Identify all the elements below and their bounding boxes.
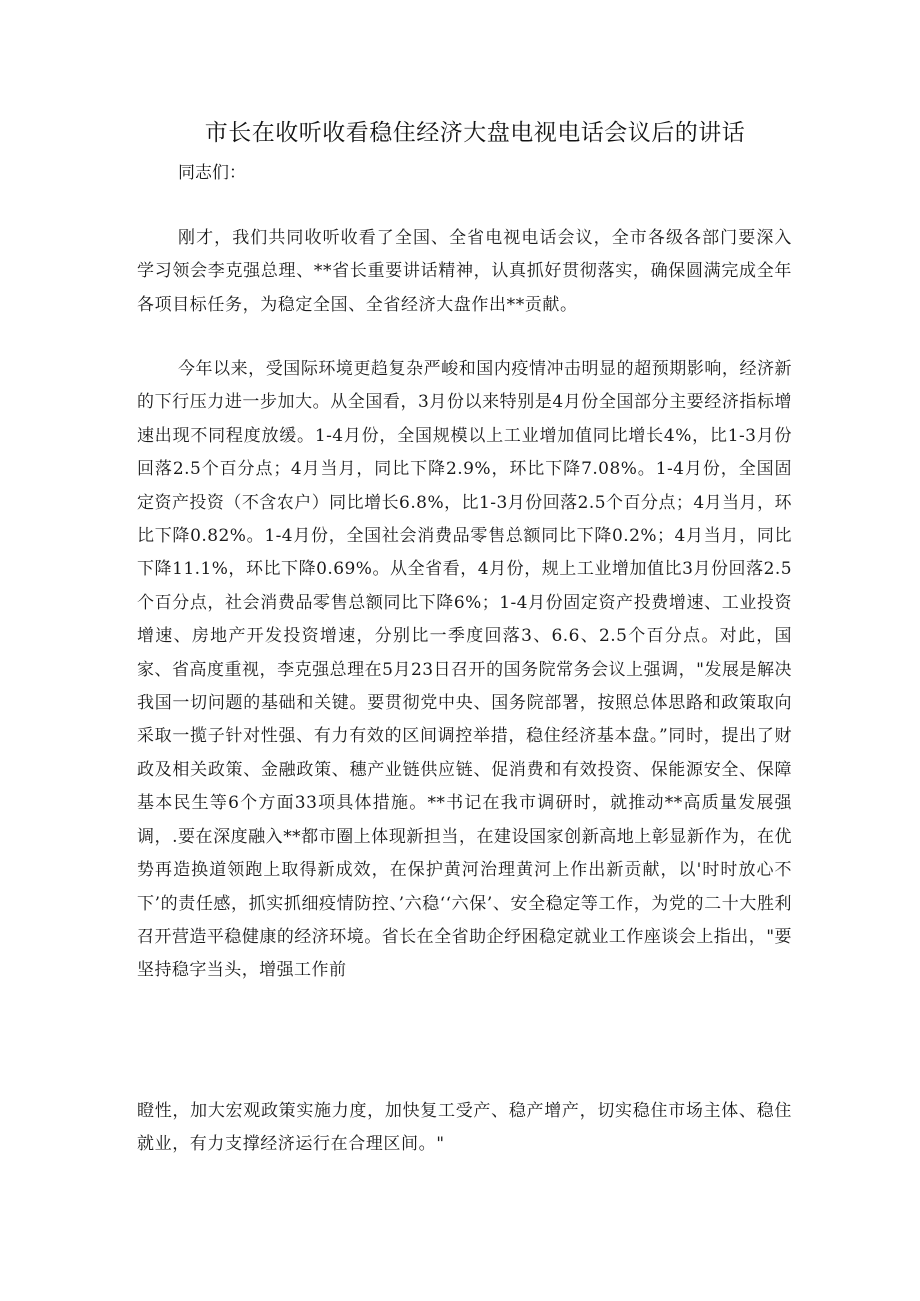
document-title: 市长在收听收看稳住经济大盘电视电话会议后的讲话	[204, 120, 746, 146]
salutation: 同志们：	[178, 163, 246, 183]
paragraph-continuation: 瞪性，加大宏观政策实施力度，加快复工受产、稳产增产，切实稳住市场主体、稳住就业，有力支撑经济运行在合理区间。"	[137, 1101, 792, 1155]
paragraph-economy: 今年以来，受国际环境更趋复杂严峻和国内疫情冲击明显的超预期影响，经济新的下行压力进一步加大。从全国看，3月份以来特别是4月份全国部分主要经济指标增速出现不同程度放缓。1-4月份，全国规模以上工业增加值同比增长4%，比1-3月份回落2.5个百分点；4月当月，同比下降2.9%，环比下降7.08%。1-4月份，全国固定资产投资（不含农户）同比增长6.8%，比1-3月份回落2.5个百分点；4月当月，环比下降0.82%。1-4月份，全国社会消费品零售总额同比下降0.2%；4月当月，同比下降11.1%，环比下降0.69%。从全省看，4月份，规上工业增加值比3月份回落2.5个百分点，社会消费品零售总额同比下降6%；1-4月份固定资产投费增速、工业投资增速、房地产开发投资增速，分别比一季度回落3、6.6、2.5个百分点。对此，国家、省高度重视，李克强总理在5月23日召开的国务院常务会议上强调，"发展是解决我国一切问题的基础和关键。要贯彻党中央、国务院部署，按照总体思路和政策取向采取一揽子针对性强、有力有效的区间调控举措，稳住经济基本盘。”同时，提出了财政及相关政策、金融政策、穗产业链供应链、促消费和有效投资、保能源安全、保障基本民生等6个方面33项具体措施。**书记在我市调研时，就推动**高质量发展强调，.要在深度融入**都市圈上体现新担当，在建设国家创新高地上彰显新作为，在优势再造换道领跑上取得新成效，在保护黄河治理黄河上作出新贡献，以'时时放心不下’的责任感，抓实抓细疫情防控、’六稳‘‘六保’、安全稳定等工作，为党的二十大胜利召开营造平稳健康的经济环境。省长在全省助企纾困稳定就业工作座谈会上指出，"要坚持稳字当头，增强工作前	[137, 359, 792, 981]
paragraph-intro: 刚才，我们共同收听收看了全国、全省电视电话会议，全市各级各部门要深入学习领会李克强总理、**省长重要讲话精神，认真抓好贯彻落实，确保圆满完成全年各项目标任务，为稳定全国、全省经济大盘作出**贡献。	[137, 228, 792, 315]
